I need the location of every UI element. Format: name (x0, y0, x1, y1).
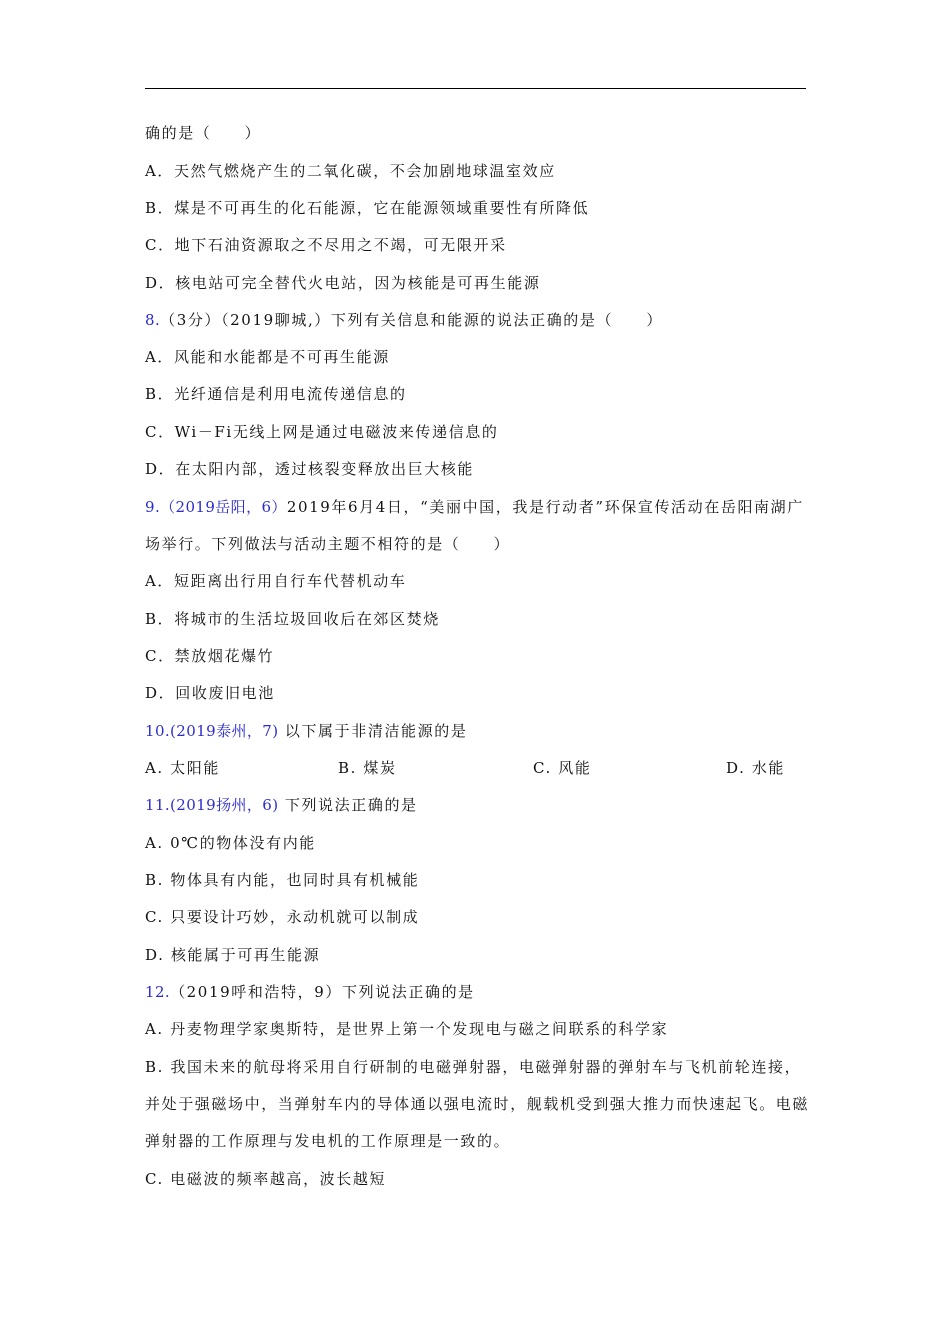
question-12-stem (145, 982, 475, 1002)
question-7-option-c: C．地下石油资源取之不尽用之不竭，可无限开采 (145, 236, 507, 254)
question-10-option-c: C. 风能 (533, 759, 592, 777)
question-8-option-b: B．光纤通信是利用电流传递信息的 (145, 385, 407, 403)
question-11-option-b: B. 物体具有内能，也同时具有机械能 (145, 871, 420, 889)
question-8-stem (145, 310, 663, 330)
question-12-option-b: B. 我国未来的航母将采用自行研制的电磁弹射器，电磁弹射器的弹射车与飞机前轮连接， (145, 1058, 802, 1076)
question-12-option-c: C. 电磁波的频率越高，波长越短 (145, 1170, 387, 1188)
question-8-option-a: A．风能和水能都是不可再生能源 (145, 348, 390, 366)
question-8-number: 8. (145, 311, 161, 329)
question-9-option-a: A．短距离出行用自行车代替机动车 (145, 572, 407, 590)
question-12-text: （2019呼和浩特，9）下列说法正确的是 (170, 983, 475, 1001)
question-9-stem (145, 497, 804, 517)
question-10-option-d: D. 水能 (726, 759, 786, 777)
question-7-option-d: D．核电站可完全替代火电站，因为核能是可再生能源 (145, 274, 541, 292)
question-12-option-b-cont-1: 并处于强磁场中，当弹射车内的导体通以强电流时，舰载机受到强大推力而快速起飞。电磁 (145, 1095, 810, 1113)
question-12-option-b-cont-2: 弹射器的工作原理与发电机的工作原理是一致的。 (145, 1132, 511, 1150)
question-10-options (145, 758, 806, 778)
question-9-option-c: C．禁放烟花爆竹 (145, 647, 275, 665)
question-9-source: 9.（2019岳阳，6） (145, 498, 287, 516)
question-11-option-d: D. 核能属于可再生能源 (145, 946, 321, 964)
question-7-option-b: B．煤是不可再生的化石能源，它在能源领域重要性有所降低 (145, 199, 590, 217)
question-10-source: 10.(2019泰州，7) (145, 722, 279, 740)
question-9-stem-cont: 场举行。下列做法与活动主题不相符的是（ ） (145, 535, 511, 553)
question-11-source: 11.(2019扬州，6) (145, 796, 279, 814)
question-8-option-d: D．在太阳内部，透过核裂变释放出巨大核能 (145, 460, 475, 478)
question-7-stem-tail: 确的是（ ） (145, 124, 262, 142)
question-9-option-b: B．将城市的生活垃圾回收后在郊区焚烧 (145, 610, 440, 628)
question-7-option-a: A．天然气燃烧产生的二氧化碳，不会加剧地球温室效应 (145, 162, 556, 180)
question-11-stem (145, 795, 418, 815)
question-11-option-c: C. 只要设计巧妙，永动机就可以制成 (145, 908, 420, 926)
question-9-text: 2019年6月4日，“美丽中国，我是行动者”环保宣传活动在岳阳南湖广 (286, 498, 804, 516)
question-11-text: 下列说法正确的是 (278, 796, 418, 814)
question-8-text: （3分）（2019聊城,）下列有关信息和能源的说法正确的是（ ） (160, 311, 663, 329)
question-12-number: 12. (145, 983, 171, 1001)
question-10-text: 以下属于非清洁能源的是 (278, 722, 468, 740)
header-rule (145, 88, 806, 89)
question-10-option-b: B. 煤炭 (338, 759, 397, 777)
question-11-option-a: A. 0℃的物体没有内能 (145, 834, 316, 852)
question-10-option-a: A. 太阳能 (145, 759, 220, 777)
question-10-stem (145, 721, 467, 741)
question-8-option-c: C．Wi－Fi无线上网是通过电磁波来传递信息的 (145, 423, 499, 441)
question-12-option-a: A. 丹麦物理学家奥斯特，是世界上第一个发现电与磁之间联系的科学家 (145, 1020, 669, 1038)
question-9-option-d: D．回收废旧电池 (145, 684, 275, 702)
